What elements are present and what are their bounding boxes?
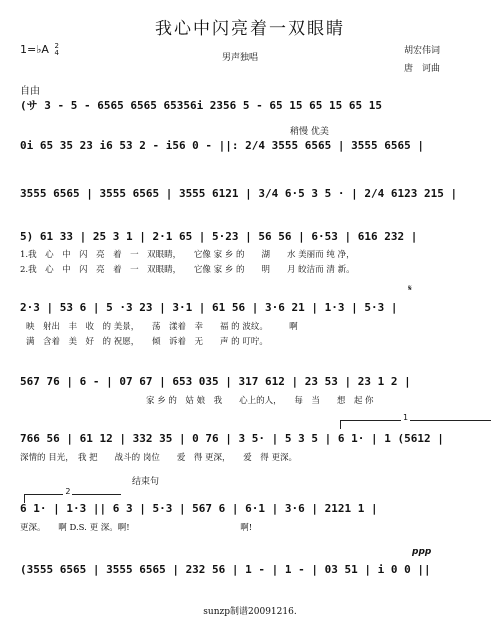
time-numerator: 2: [54, 42, 59, 50]
notation-row-3: 3555 6565 | 3555 6565 | 3555 6121 | 3/4 6·5 3 5 · | 2/4 6123 215 |: [20, 187, 458, 200]
notation-row-1: (サ 3 - 5 - 6565 6565 65356i 2356 5 - 65 15 65 15 65 15: [20, 99, 382, 112]
lyricist: 胡宏伟词: [404, 46, 441, 56]
tempo-marking-2: 稍慢 优美: [290, 127, 329, 137]
tempo-marking: 自由: [20, 86, 40, 97]
notation-row-9: (3555 6565 | 3555 6565 | 232 56 | 1 - | 1 - | 03 51 | i 0 0 ||: [20, 563, 431, 576]
ending-label: 结束句: [132, 477, 160, 487]
notation-row-7: 766 56 | 61 12 | 332 35 | 0 76 | 3 5· | 5 3 5 | 6 1· | 1 (5612 |: [20, 432, 444, 445]
volta-1-label: 1: [403, 413, 409, 422]
time-signature: [54, 43, 58, 57]
footer-credit: sunzp制谱20091216.: [203, 607, 297, 617]
lyrics-row-6: 家 乡 的 姑 娘 我 心上的人， 每 当 想 起 你: [146, 396, 374, 406]
dynamic-marking: ppp: [412, 547, 432, 557]
volta-bracket-1: [340, 413, 491, 429]
composer: 唐 诃曲: [404, 64, 441, 74]
lyrics-row-5-verse-1: 映 射出 丰 收 的 美景， 荡 漾着 幸 福 的 波纹。 啊: [26, 322, 298, 332]
notation-row-2: 0i 65 35 23 i6 53 2 - i56 0 - ||: 2/4 3555 6565 | 3555 6565 |: [20, 139, 424, 152]
song-title: 我心中闪亮着一双眼睛: [155, 19, 345, 39]
key-signature: [20, 43, 59, 57]
key-text: 1=♭A: [20, 43, 49, 56]
time-denominator: 4: [54, 49, 59, 57]
lyrics-row-8: 更深。 啊 D.S. 更 深。啊! 啊!: [20, 523, 253, 533]
lyrics-row-5-verse-2: 满 含着 美 好 的 祝愿， 倾 诉着 无 声 的 叮咛。: [26, 337, 268, 347]
volta-2-label: 2: [65, 487, 71, 496]
notation-row-5: 2·3 | 53 6 | 5 ·3 23 | 3·1 | 61 56 | 3·6 21 | 1·3 | 5·3 |: [20, 301, 398, 314]
notation-row-6: 567 76 | 6 - | 07 67 | 653 035 | 317 612 | 23 53 | 23 1 2 |: [20, 375, 411, 388]
notation-row-4: 5) 61 33 | 25 3 1 | 2·1 65 | 5·23 | 56 56 | 6·53 | 616 232 |: [20, 230, 418, 243]
lyrics-row-7: 深情的 目光， 我 把 战斗的 岗位 爱 得 更深， 爱 得 更深。: [20, 453, 298, 463]
segno-mark: 𝄋: [408, 284, 412, 294]
lyrics-row-4-verse-2: 2.我 心 中 闪 亮 着 一 双眼睛， 它像 家 乡 的 明 月 皎洁而 清 新。: [20, 265, 355, 275]
lyrics-row-4-verse-1: 1.我 心 中 闪 亮 着 一 双眼睛， 它像 家 乡 的 湖 水 美丽而 纯 净，: [20, 250, 355, 260]
voice-type: 男声独唱: [222, 53, 259, 63]
notation-row-8: 6 1· | 1·3 || 6 3 | 5·3 | 567 6 | 6·1 | 3·6 | 2121 1 |: [20, 502, 378, 515]
